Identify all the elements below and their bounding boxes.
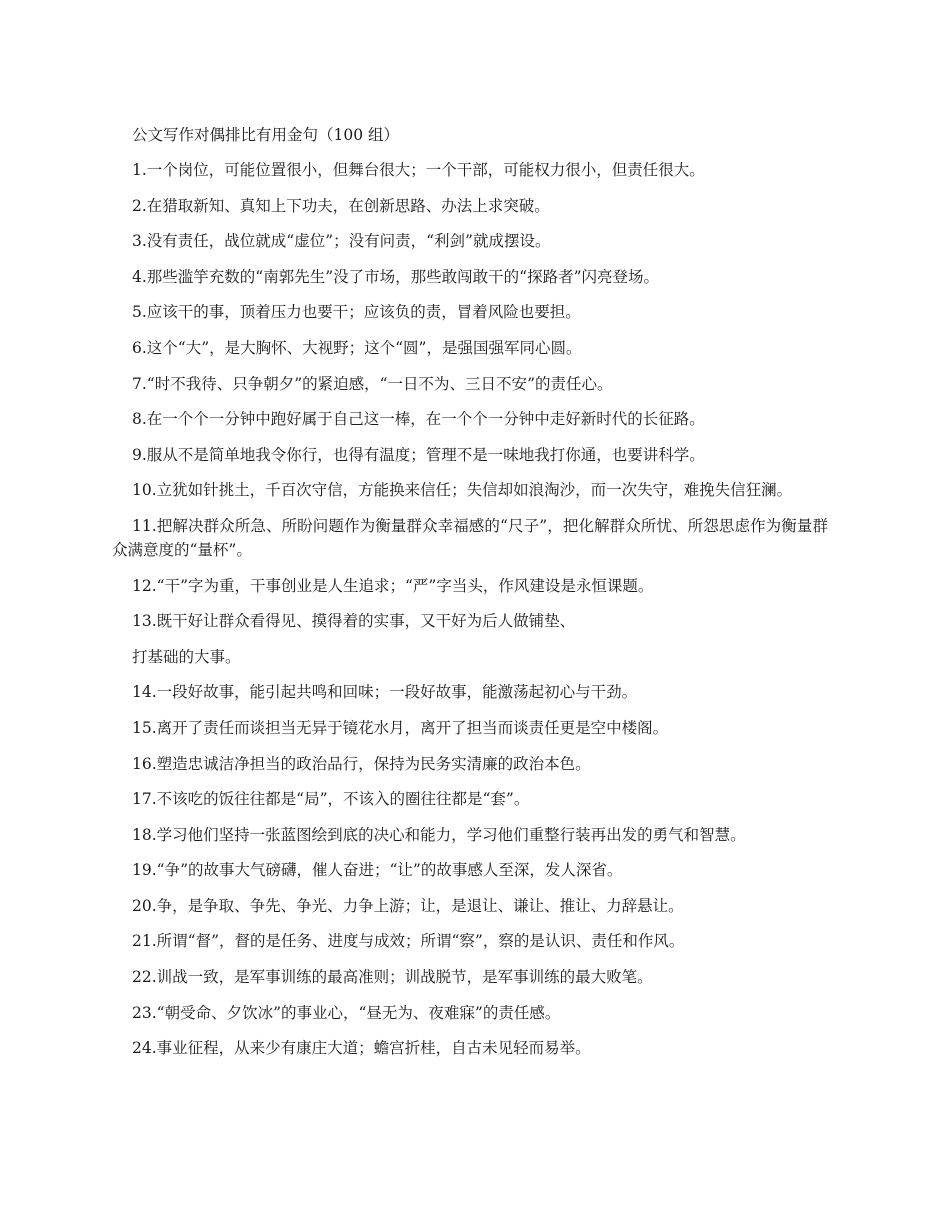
- list-item: 2.在猎取新知、真知上下功夫，在创新思路、办法上求突破。: [132, 196, 550, 215]
- list-item: 12.“干”字为重，干事创业是人生追求；“严”字当头，作风建设是永恒课题。: [132, 576, 654, 595]
- list-item: 3.没有责任，战位就成“虚位”；没有问责，“利剑”就成摆设。: [132, 232, 551, 251]
- list-item: 15.离开了责任而谈担当无异于镜花水月，离开了担当而谈责任更是空中楼阁。: [132, 718, 669, 737]
- list-item: 19.“争”的故事大气磅礴，催人奋进；“让”的故事感人至深，发人深省。: [132, 861, 623, 880]
- list-item: 20.争，是争取、争先、争光、力争上游；让，是退让、谦让、推让、力辞悬让。: [132, 896, 684, 915]
- list-item: 7.“时不我待、只争朝夕”的紧迫感，“一日不为、三日不安”的责任心。: [132, 374, 613, 393]
- list-item: 9.服从不是简单地我令你行，也得有温度；管理不是一味地我打你通，也要讲科学。: [132, 445, 705, 464]
- list-item: 14.一段好故事，能引起共鸣和回味；一段好故事，能激荡起初心与干劲。: [132, 683, 638, 702]
- list-item: 22.训战一致，是军事训练的最高准则；训战脱节，是军事训练的最大败笔。: [132, 968, 653, 987]
- document-title: 公文写作对偶排比有用金句（100 组）: [132, 126, 400, 144]
- list-item: 21.所谓“督”，督的是任务、进度与成效；所谓“察”，察的是认识、责任和作风。: [132, 932, 685, 951]
- list-item-continuation: 打基础的大事。: [132, 647, 241, 666]
- list-item: 23.“朝受命、夕饮冰”的事业心，“昼无为、夜难寐”的责任感。: [132, 1003, 561, 1022]
- list-item: 6.这个“大”，是大胸怀、大视野；这个“圆”，是强国强军同心圆。: [132, 338, 582, 357]
- list-item: 18.学习他们坚持一张蓝图绘到底的决心和能力，学习他们重整行装再出发的勇气和智慧。: [132, 825, 746, 844]
- list-item: 16.塑造忠诚洁净担当的政治品行，保持为民务实清廉的政治本色。: [132, 754, 591, 773]
- list-item: 17.不该吃的饭往往都是“局”，不该入的圈往往都是“套”。: [132, 790, 530, 809]
- list-item: 8.在一个个一分钟中跑好属于自己这一棒，在一个个一分钟中走好新时代的长征路。: [132, 410, 705, 429]
- list-item: 1.一个岗位，可能位置很小，但舞台很大；一个干部，可能权力很小，但责任很大。: [132, 161, 705, 179]
- document-body: [112, 122, 828, 1072]
- list-item: 10.立犹如针挑土，千百次守信，方能换来信任；失信却如浪淘沙，而一次失守，难挽失信狂澜。: [132, 481, 793, 500]
- list-item: 24.事业征程，从来少有康庄大道；蟾宫折桂，自古未见轻而易举。: [132, 1039, 591, 1058]
- list-item: 11.把解决群众所急、所盼问题作为衡量群众幸福感的“尺子”，把化解群众所忧、所怨思虑作为衡量群众满意度的“量杯”。: [112, 516, 828, 559]
- list-item: 5.应该干的事，顶着压力也要干；应该负的责，冒着风险也要担。: [132, 303, 581, 322]
- list-item: 13.既干好让群众看得见、摸得着的实事，又干好为后人做铺垫、: [132, 612, 576, 631]
- list-item: 4.那些滥竽充数的“南郭先生”没了市场，那些敢闯敢干的“探路者”闪亮登场。: [132, 267, 659, 286]
